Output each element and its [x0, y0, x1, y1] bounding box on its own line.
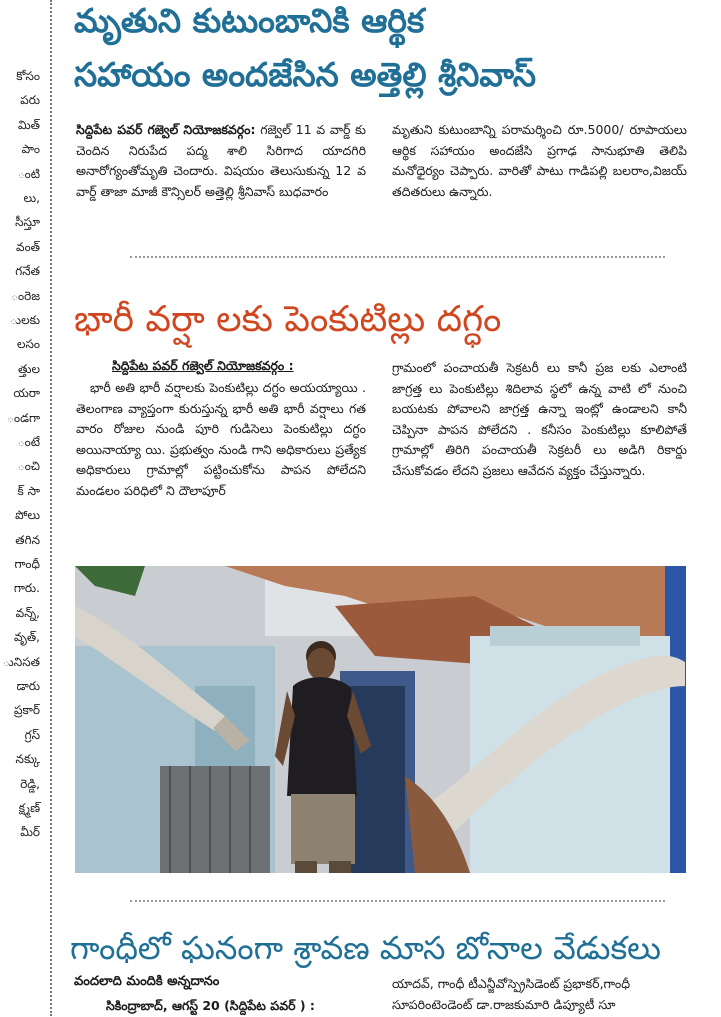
- previous-column-fragment: కోసం: [16, 69, 40, 83]
- previous-column-fragment: సీస్తూ: [15, 215, 40, 230]
- previous-column-fragment: తగిన: [15, 532, 40, 547]
- article1-column1: [76, 120, 366, 202]
- previous-column-fragment: వంత్: [16, 239, 40, 254]
- article3-col2-text: యాదవ్, గాంధీ టీఎన్జీవోస్ప్రెసిడెంట్ ప్రభాకర్,గాంధీ సూపరింటెండెంట్ డా.రాజకుమారి డిప్యూటీ సూ: [392, 976, 631, 1012]
- article1-headline: [74, 0, 714, 102]
- previous-column-fragment: పాం: [21, 142, 40, 157]
- article1-column2: [392, 120, 687, 202]
- previous-column-fragment: గ్రస్: [24, 727, 40, 742]
- article2-col1-text: భారీ అతి భారీ వర్షాలకు పెంకుటిల్లు దగ్ధం అయయ్యాయి . తెలంగాణ వ్యాప్తంగా కురుస్తున్న భారీ అతి భారీ వర్షాలు గత వారం రోజుల నుండి పూరి గుడిసెలు పెంకుటిల్లు దగ్ధం అయినాయ్యా యి. ప్రభుత్వం నుండి గాని అధికారులు ప్రత్యేక అధికారులు గ్రామాల్లో పట్టించుకోను పాపన పోలేదని మండలం పరిధిలో ని దౌలాపూర్: [76, 380, 366, 498]
- previous-column-fragment: ంటే: [17, 435, 40, 449]
- previous-column-fragment: త్తుల: [18, 361, 40, 376]
- collapsed-house-photo: [75, 566, 686, 873]
- article1-headline-line1: మృతుని కుటుంబానికి ఆర్థిక: [74, 1, 425, 40]
- previous-column-fragment: పరు: [20, 93, 40, 108]
- separator-1: [130, 256, 665, 258]
- article1-headline-line2: సహాయం అందజేసిన అత్తెల్లి శ్రీనివాస్: [74, 55, 537, 94]
- separator-2: [130, 900, 665, 902]
- article1-byline: సిద్దిపేట పవర్ గజ్వెల్ నియోజకవర్గం:: [76, 122, 256, 137]
- article1-col2-text: మృతుని కుటుంబాన్ని పరామర్శించి రూ.5000/ రూపాయలు ఆర్థిక సహాయం అందజేసి ప్రగాఢ సానుభూతి తెలిపి మనోధైర్యం చెప్పారు. వారితో పాటు గాడిపల్లి బలరాం,విజయ్ తదితరులు ఉన్నారు.: [392, 122, 687, 199]
- previous-column-fragment: మిత్: [17, 117, 40, 132]
- previous-column-fragment: ులకు: [9, 313, 40, 327]
- previous-column-fragment: గనేత: [15, 264, 40, 279]
- previous-column-fragment: ంచి: [17, 459, 40, 474]
- previous-column-fragment: గారు.: [13, 581, 40, 596]
- collapsed-house-photo-graphic: [75, 566, 686, 873]
- article3-headline: గాంధీలో ఘనంగా శ్రావణ మాస బోనాల వేడుకలు: [70, 929, 661, 967]
- previous-column-fragment: యరా: [13, 386, 40, 401]
- previous-column-fragment: వన్న్,: [15, 605, 40, 620]
- previous-column-fragment: మీర్: [20, 825, 40, 840]
- previous-column-fragment: ంరెజ: [11, 288, 40, 303]
- previous-column-fragment: వృత్,: [14, 630, 40, 645]
- previous-column-fragment: ంటి: [17, 166, 40, 181]
- article3-subhead: వందలాది మందికి అన్నదానం: [74, 974, 220, 989]
- article2-col2-text: గ్రామంలో పంచాయతీ సెక్రటరీ లు కానీ ప్రజ లకు ఎలాంటి జాగ్రత్త లు పెంకుటిల్లు శిదిలావ స్థలో ఉన్న వాటి లో నుంచి బయటకు పోవాలని జాగ్రత్త ఉన్నా ఇంట్లో ఉండాలని కానీ చెప్పినా పాపన పోలేదని . కనీసం పెంకుటిల్లు కూలిపోతే గ్రామాల్లో తిరిగి పంచాయతీ సెక్రటరీ లు అడిగి రికార్డు చేసుకోవడం లేదని ప్రజలు ఆవేదన వ్యక్తం చేస్తున్నారు.: [392, 360, 687, 478]
- article1-col1-text: గజ్వెల్ 11 వ వార్డ్ కు చెందిన నిరుపేద పద్మ శాలి సిరిగాద యాదగిరి అనారోగ్యంతోమృతి చెందారు. విషయం తెలుసుకున్న 12 వ వార్డ్ తాజా మాజీ కౌన్సిలర్ అత్తెల్లి శ్రీనివాస్ బుధవారం: [76, 122, 366, 199]
- previous-column-fragment: ండగా: [7, 410, 40, 425]
- column-divider: [50, 0, 52, 1016]
- previous-column-fragment: ప్రకార్: [13, 703, 40, 718]
- previous-column-fragment: క్ సా: [17, 483, 40, 498]
- previous-column-fragment: డారు: [16, 679, 40, 693]
- previous-column-fragments: [0, 0, 44, 1016]
- previous-column-fragment: లు,: [23, 191, 40, 205]
- article3-dateline: సికింద్రాబాద్, ఆగస్ట్ 20 (సిద్దిపేట పవర్ ) :: [106, 998, 315, 1013]
- article2-byline: సిద్దిపేట పవర్ గజ్వెల్ నియోజకవర్గం :: [112, 358, 294, 373]
- previous-column-fragment: రెడ్డి,: [20, 776, 40, 791]
- article2-column2: [392, 358, 687, 481]
- article2-column1: [76, 378, 366, 501]
- previous-column-fragment: నక్కు: [15, 752, 40, 767]
- previous-column-fragment: గాంధీ: [14, 557, 40, 571]
- previous-column-fragment: ునిసత: [2, 654, 40, 669]
- previous-column-fragment: లసం: [16, 337, 40, 352]
- previous-column-fragment: క్ష్మణ్: [18, 801, 40, 815]
- article2-headline: భారీ వర్షా లకు పెంకుటిల్లు దగ్ధం: [74, 299, 502, 340]
- article3-column2: [392, 974, 687, 1015]
- previous-column-fragment: పోలు: [15, 508, 40, 523]
